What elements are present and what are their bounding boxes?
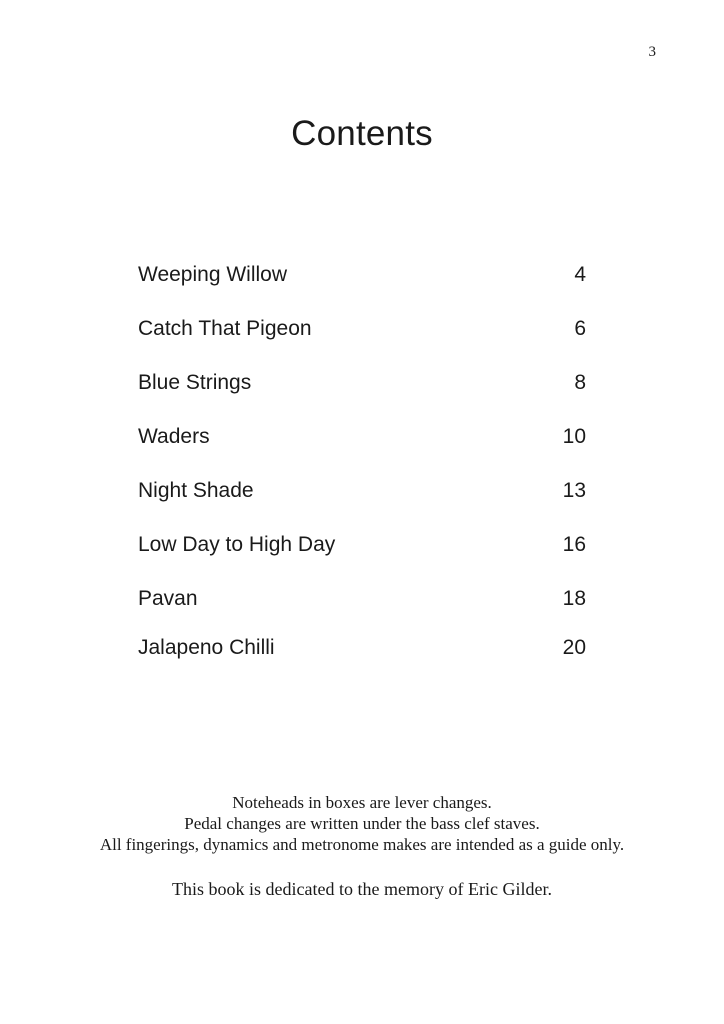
toc-entry-title: Night Shade — [138, 479, 254, 502]
toc-entry — [138, 420, 586, 474]
toc-entry-page: 4 — [574, 263, 586, 286]
note-line: Pedal changes are written under the bass clef staves. — [184, 814, 540, 833]
toc-entry-page: 6 — [574, 317, 586, 340]
toc-entry — [138, 312, 586, 366]
page-title: Contents — [291, 114, 433, 153]
toc-entry-title: Low Day to High Day — [138, 533, 336, 556]
toc-entry-title: Jalapeno Chilli — [138, 636, 275, 659]
toc-entry — [138, 366, 586, 420]
toc-entry-page: 8 — [574, 371, 586, 394]
toc-entry-title: Pavan — [138, 587, 198, 610]
page-number: 3 — [648, 44, 656, 60]
toc-entry — [138, 474, 586, 528]
toc-entry — [138, 258, 586, 312]
toc-entry-page: 16 — [562, 533, 586, 556]
toc-entry — [138, 528, 586, 582]
toc-entry-page: 13 — [562, 479, 586, 502]
table-of-contents — [138, 258, 586, 665]
toc-entry — [138, 631, 586, 665]
toc-entry-title: Waders — [138, 425, 210, 448]
toc-entry-page: 20 — [562, 636, 586, 659]
performance-notes — [0, 792, 724, 855]
note-line: All fingerings, dynamics and metronome makes are intended as a guide only. — [99, 835, 625, 854]
note-line: Noteheads in boxes are lever changes. — [232, 793, 492, 812]
toc-entry-title: Weeping Willow — [138, 263, 287, 286]
toc-entry-page: 18 — [562, 587, 586, 610]
dedication: This book is dedicated to the memory of Eric Gilder. — [172, 879, 552, 899]
toc-entry — [138, 582, 586, 631]
toc-entry-title: Catch That Pigeon — [138, 317, 312, 340]
toc-entry-page: 10 — [562, 425, 586, 448]
toc-entry-title: Blue Strings — [138, 371, 252, 394]
